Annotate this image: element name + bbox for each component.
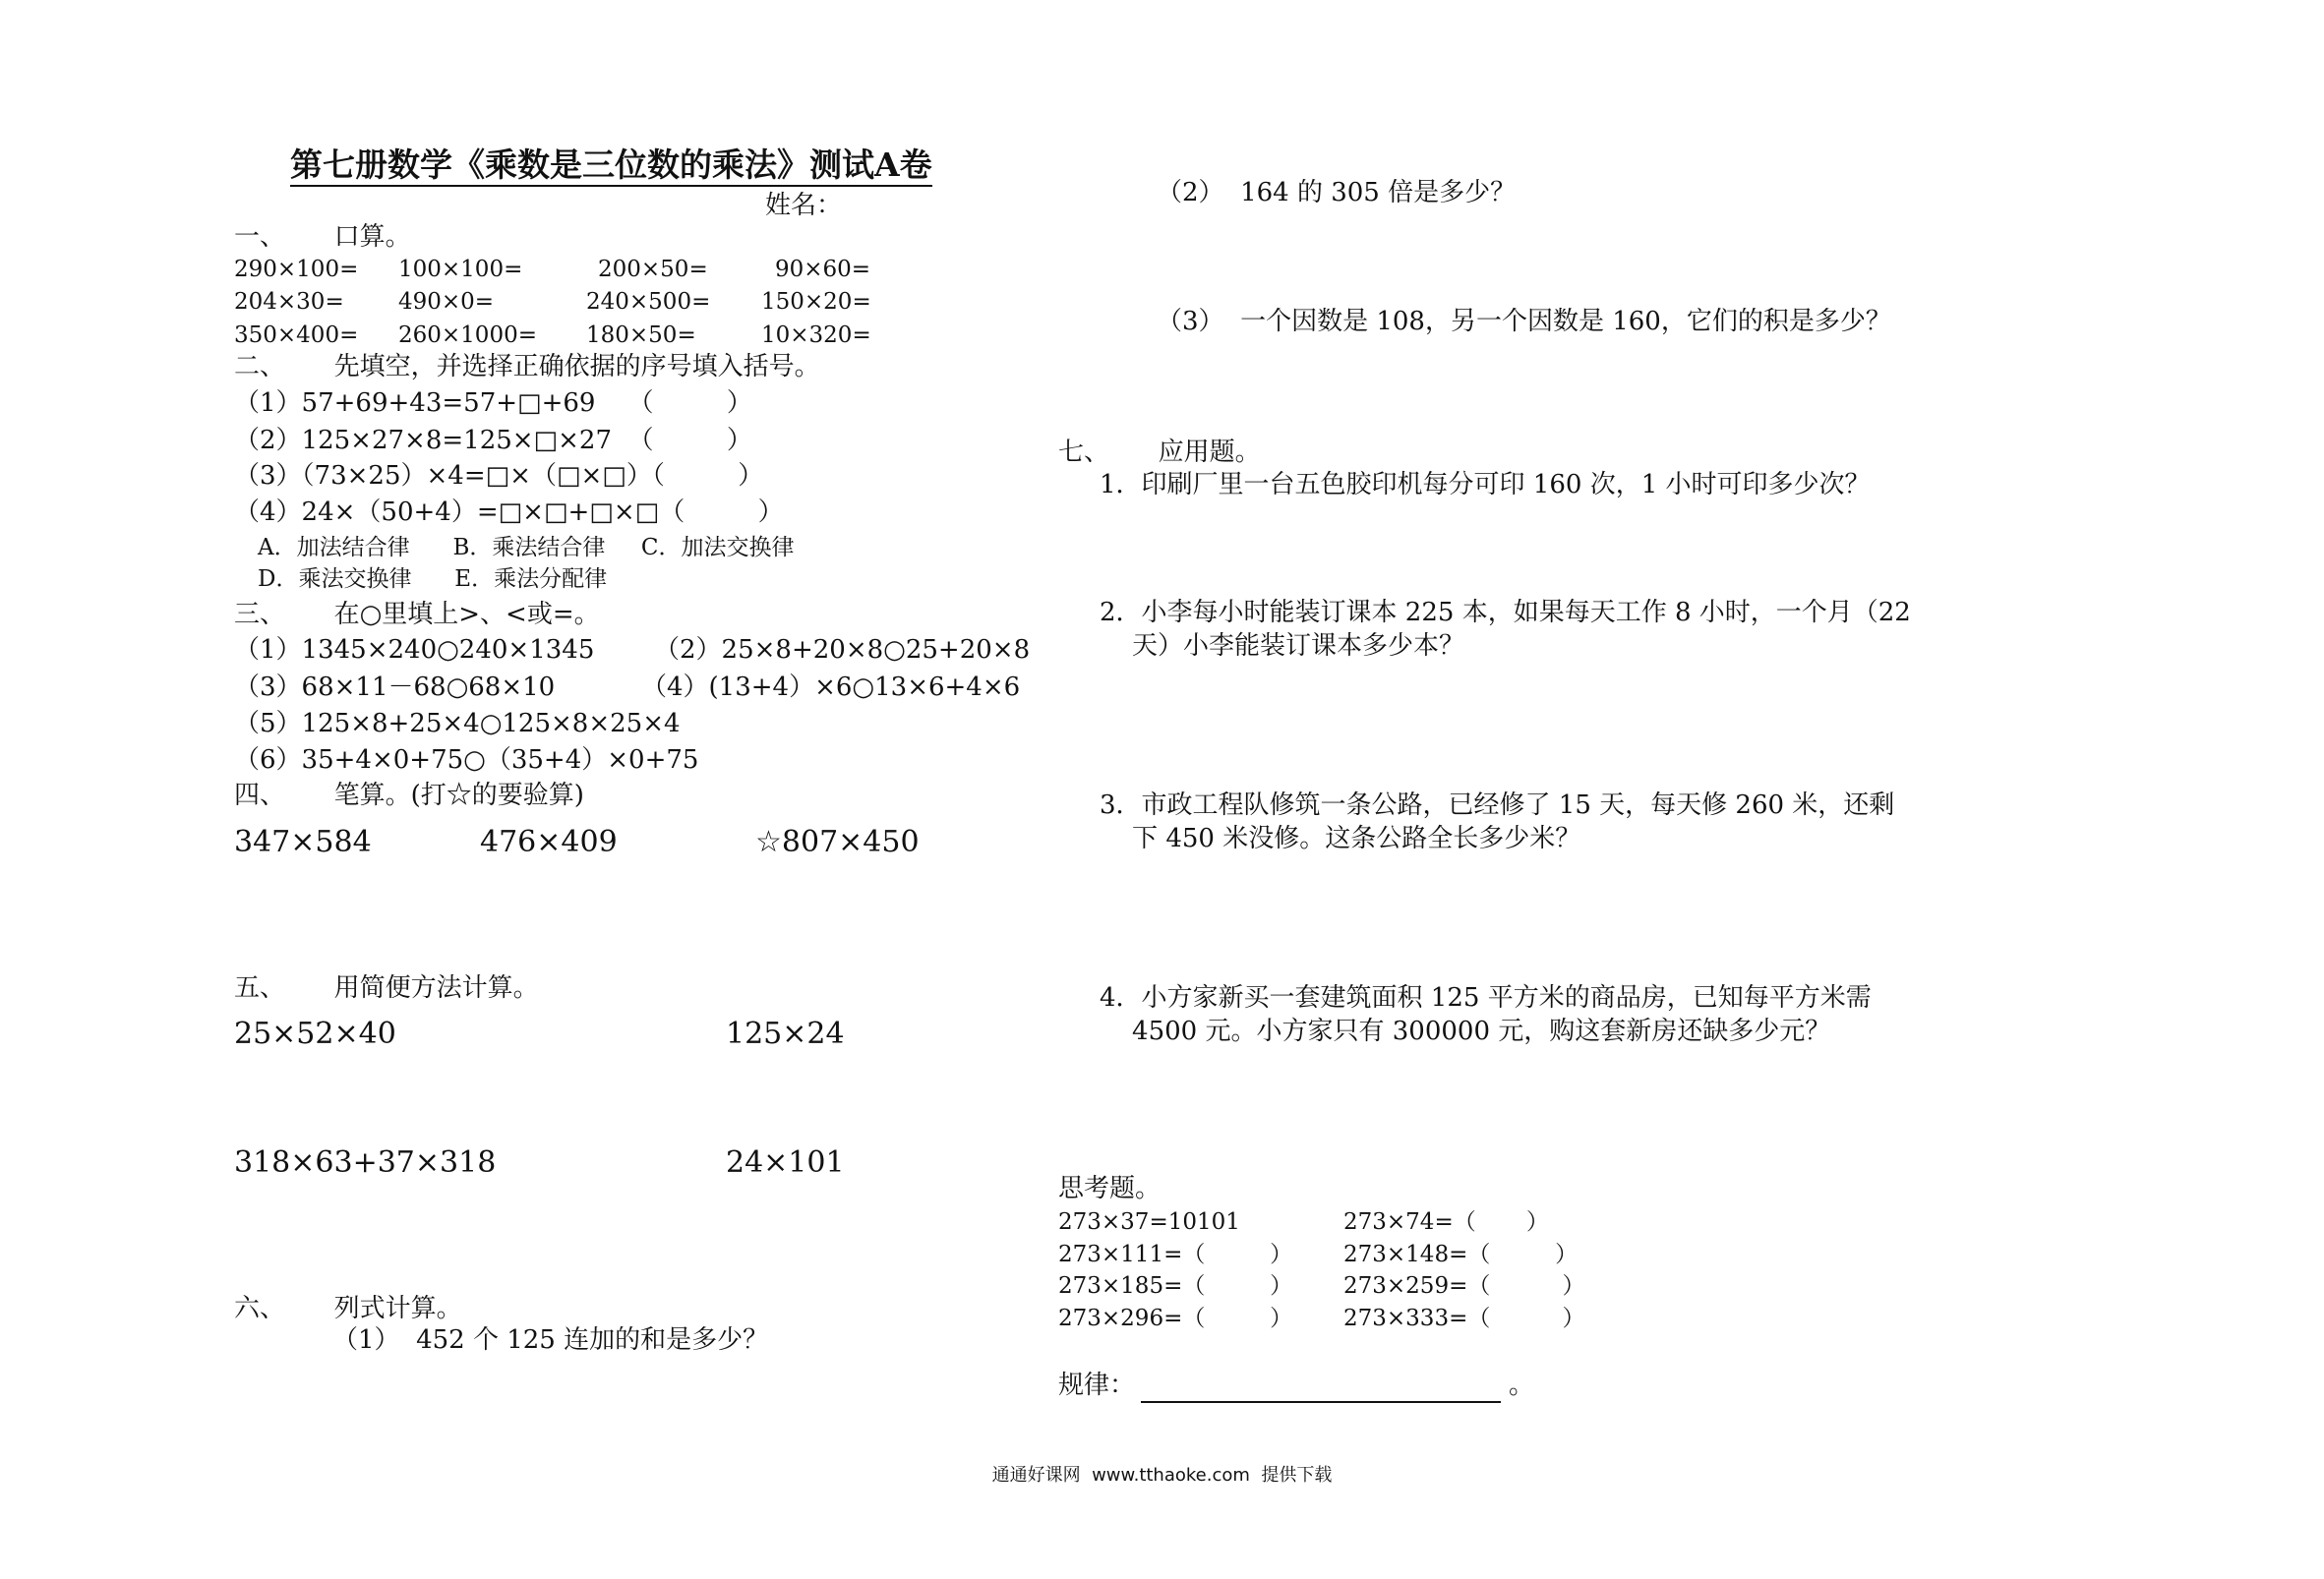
word-problem-line: 3．市政工程队修筑一条公路，已经修了 15 天，每天修 260 米，还剩 <box>1100 790 1895 820</box>
oral-item: 260×1000= <box>398 322 537 348</box>
oral-item: 200×50= <box>598 257 708 282</box>
name-label: 姓名： <box>765 191 843 220</box>
simplify-item: 318×63+37×318 <box>234 1145 497 1180</box>
word-problem-line: 天）小李能装订课本多少本？ <box>1100 631 1465 661</box>
section-4-heading: 四、 笔算。(打☆的要验算) <box>234 781 584 810</box>
oral-item: 90×60= <box>775 257 871 282</box>
compare-item: （4）(13+4）×6○13×6+4×6 <box>641 673 1021 702</box>
page-title: 第七册数学《乘数是三位数的乘法》测试A卷 <box>290 147 932 187</box>
think-item: 273×185=（ ） <box>1058 1273 1293 1299</box>
think-item: 273×74=（ ） <box>1343 1209 1549 1235</box>
think-item: 273×296=（ ） <box>1058 1306 1293 1331</box>
oral-item: 100×100= <box>398 257 523 282</box>
oral-item: 10×320= <box>761 322 871 348</box>
compare-item: （6）35+4×0+75○（35+4）×0+75 <box>234 745 699 775</box>
compare-item: （2）25×8+20×8○25+20×8 <box>654 635 1031 665</box>
option-row: D．乘法交换律 E．乘法分配律 <box>258 566 608 592</box>
section-2-heading: 二、 先填空，并选择正确依据的序号填入括号。 <box>234 352 820 381</box>
word-problem-line: 1．印刷厂里一台五色胶印机每分可印 160 次，1 小时可印多少次？ <box>1100 470 1871 499</box>
oral-item: 490×0= <box>398 289 495 315</box>
fill-item: （4）24×（50+4）=□×□+□×□（ ） <box>234 497 784 527</box>
think-item: 273×148=（ ） <box>1343 1242 1579 1267</box>
simplify-item: 25×52×40 <box>234 1017 396 1051</box>
compare-item: （5）125×8+25×4○125×8×25×4 <box>234 709 681 738</box>
word-problem-line: 4．小方家新买一套建筑面积 125 平方米的商品房，已知每平方米需 <box>1100 983 1872 1013</box>
oral-item: 350×400= <box>234 322 359 348</box>
oral-item: 204×30= <box>234 289 344 315</box>
word-problem-line: 下 450 米没修。这条公路全长多少米？ <box>1100 824 1581 853</box>
oral-item: 240×500= <box>586 289 711 315</box>
section-6-heading: 六、 列式计算。 <box>234 1294 462 1323</box>
section-3-heading: 三、 在○里填上>、<或=。 <box>234 600 600 629</box>
written-calc-item: ☆807×450 <box>755 825 920 859</box>
think-heading: 思考题。 <box>1058 1174 1162 1203</box>
footer-credit: 通通好课网 www.tthaoke.com 提供下载 <box>991 1465 1333 1486</box>
think-item: 273×333=（ ） <box>1343 1306 1585 1331</box>
word-problem-line: 4500 元。小方家只有 300000 元，购这套新房还缺多少元？ <box>1100 1017 1831 1046</box>
compare-item: （1）1345×240○240×1345 <box>234 635 595 665</box>
oral-item: 150×20= <box>761 289 871 315</box>
think-item: 273×111=（ ） <box>1058 1242 1293 1267</box>
oral-item: 180×50= <box>586 322 696 348</box>
fill-item: （2）125×27×8=125×□×27 （ ） <box>234 426 752 455</box>
written-calc-item: 347×584 <box>234 825 372 859</box>
expression-item: （1） 452 个 125 连加的和是多少？ <box>332 1325 769 1355</box>
think-item: 273×259=（ ） <box>1343 1273 1585 1299</box>
fill-item: （1）57+69+43=57+□+69 （ ） <box>234 388 752 418</box>
written-calc-item: 476×409 <box>480 825 618 859</box>
fill-item: （3）（73×25）×4=□×（□×□）（ ） <box>234 461 764 491</box>
rule-answer-line[interactable] <box>1141 1401 1501 1403</box>
section-7-heading: 七、 应用题。 <box>1058 438 1261 467</box>
section-5-heading: 五、 用简便方法计算。 <box>234 973 539 1003</box>
compare-item: （3）68×11－68○68×10 <box>234 673 556 702</box>
simplify-item: 24×101 <box>726 1145 845 1180</box>
expression-item: （3） 一个因数是 108，另一个因数是 160，它们的积是多少？ <box>1157 307 1891 336</box>
rule-label: 规律： <box>1058 1371 1136 1400</box>
think-item: 273×37=10101 <box>1058 1209 1240 1235</box>
expression-item: （2） 164 的 305 倍是多少？ <box>1157 178 1517 207</box>
oral-item: 290×100= <box>234 257 359 282</box>
simplify-item: 125×24 <box>726 1017 845 1051</box>
rule-end: 。 <box>1509 1371 1535 1400</box>
word-problem-line: 2．小李每小时能装订课本 225 本，如果每天工作 8 小时，一个月（22 <box>1100 598 1911 627</box>
option-row: A．加法结合律 B．乘法结合律 C．加法交换律 <box>258 535 795 560</box>
section-1-heading: 一、 口算。 <box>234 222 411 252</box>
